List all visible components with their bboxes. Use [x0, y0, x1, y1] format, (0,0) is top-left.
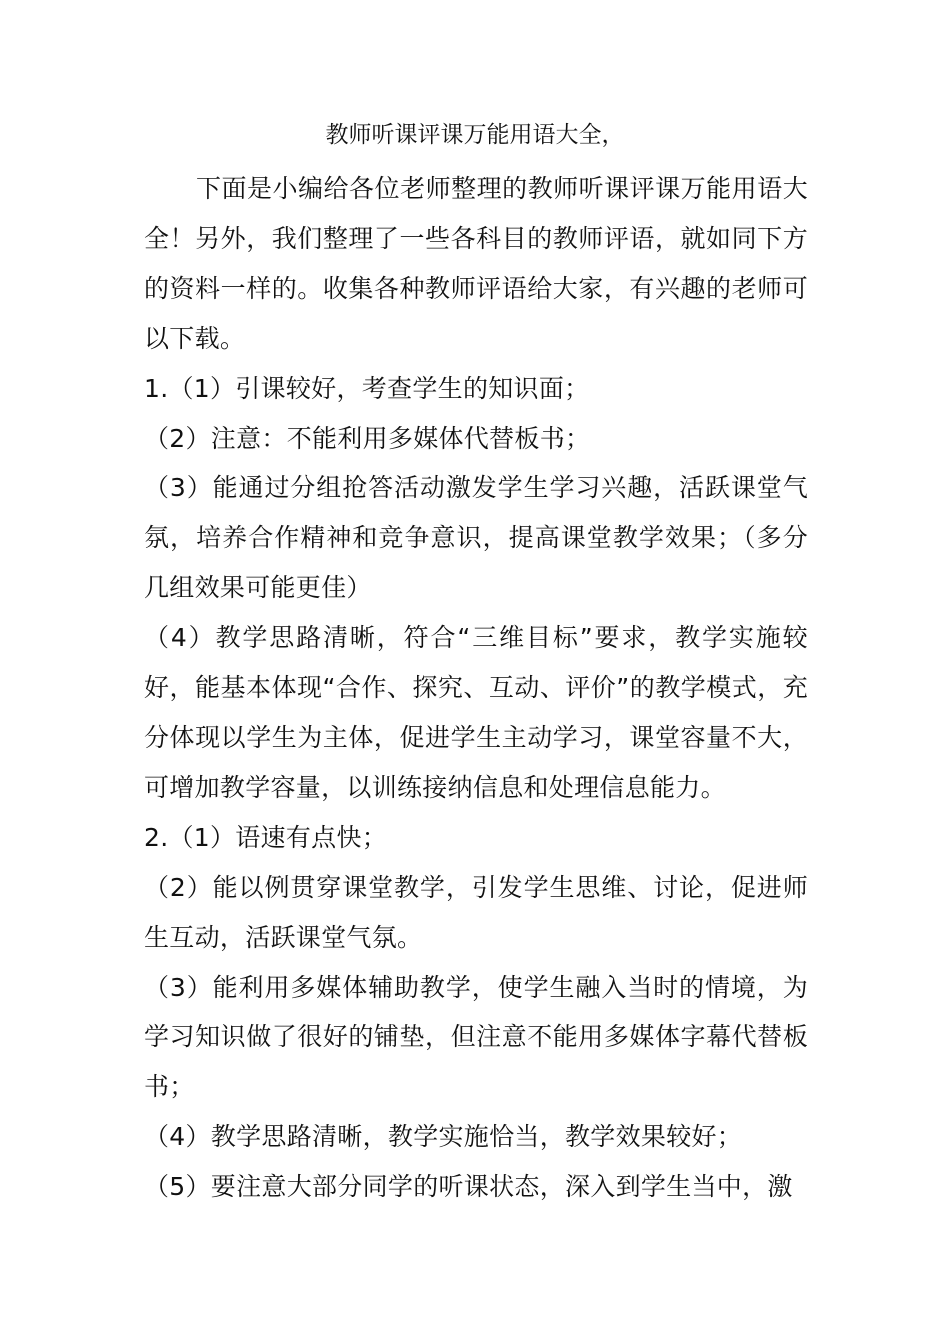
document-body — [144, 164, 808, 1212]
item-2-3: （3）能利用多媒体辅助教学，使学生融入当时的情境，为学习知识做了很好的铺垫，但注意不能用多媒体字幕代替板书； — [144, 972, 808, 1102]
document-title: 教师听课评课万能用语大全， — [325, 122, 625, 148]
item-2-4: （4）教学思路清晰，教学实施恰当，教学效果较好； — [144, 1122, 743, 1152]
item-1-4: （4）教学思路清晰，符合“三维目标”要求，教学实施较好，能基本体现“合作、探究、互动、评价”的教学模式，充分体现以学生为主体，促进学生主动学习，课堂容量不大，可增加教学容量，以训练接纳信息和处理信息能力。 — [144, 623, 808, 802]
item-1-2: （2）注意：不能利用多媒体代替板书； — [144, 423, 591, 453]
item-2-1: 2.（1）语速有点快； — [144, 822, 388, 852]
intro-paragraph: 下面是小编给各位老师整理的教师听课评课万能用语大全！另外，我们整理了一些各科目的教师评语，就如同下方的资料一样的。收集各种教师评语给大家，有兴趣的老师可以下载。 — [144, 174, 808, 353]
item-1-3: （3）能通过分组抢答活动激发学生学习兴趣，活跃课堂气氛，培养合作精神和竞争意识，提高课堂教学效果；（多分几组效果可能更佳） — [144, 473, 808, 603]
item-1-1: 1.（1）引课较好，考查学生的知识面； — [144, 373, 590, 403]
item-2-2: （2）能以例贯穿课堂教学，引发学生思维、讨论，促进师生互动，活跃课堂气氛。 — [144, 872, 808, 952]
item-2-5: （5）要注意大部分同学的听课状态，深入到学生当中，激 — [144, 1172, 793, 1202]
